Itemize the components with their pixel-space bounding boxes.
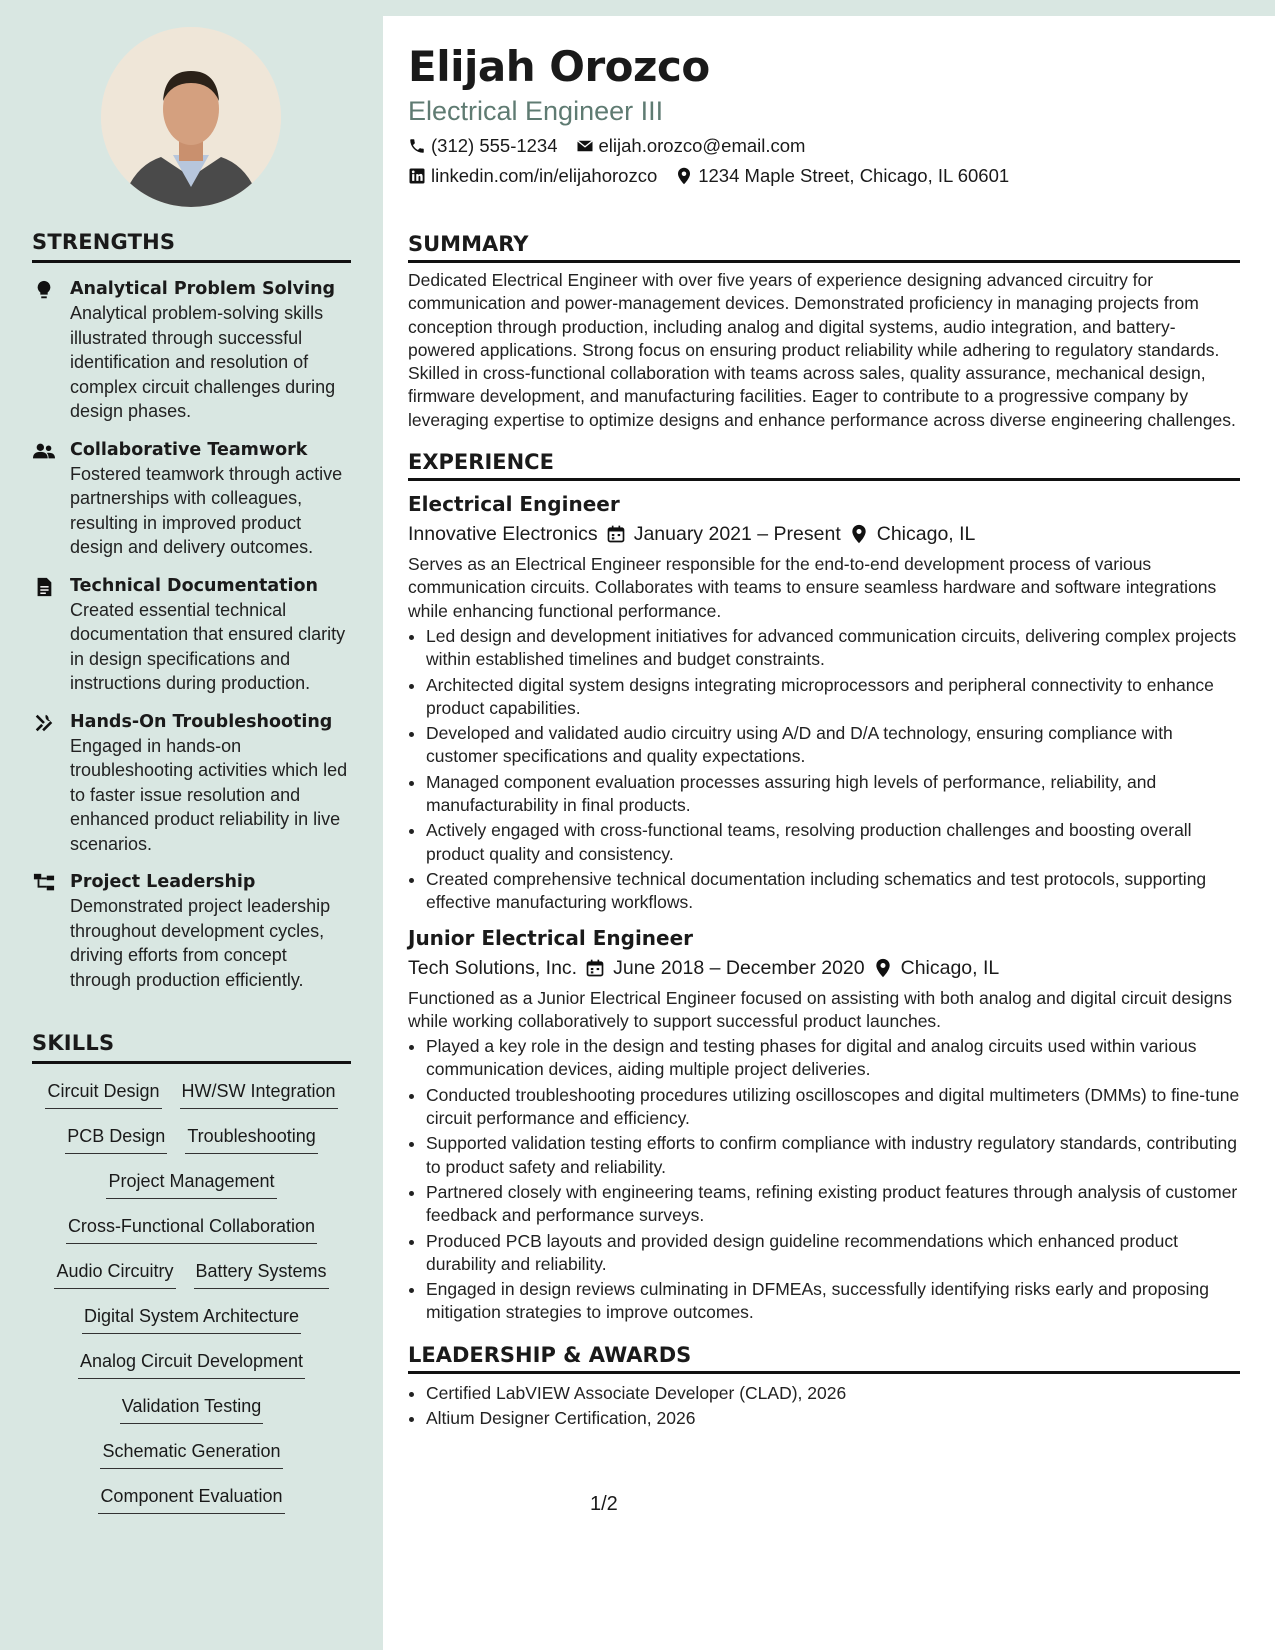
summary-text: Dedicated Electrical Engineer with over five years of experience designing advanced circuitry for communication and power-management devices. Demonstrated proficiency in managing projects from conception through production, including analog and digital systems, audio integration, and battery-powered applications. Strong focus on ensuring product reliability while adhering to regulatory standards. Skilled in cross-functional collaboration with teams across sales, quality assurance, mechanical design, firmware development, and manufacturing facilities. Eager to contribute to a progressive company by leveraging expertise to optimize designs and enhance performance across diverse engineering challenges. <box>408 270 1236 430</box>
email-contact[interactable] <box>576 134 806 158</box>
skill-tag: Schematic Generation <box>100 1436 282 1469</box>
strength-item <box>32 574 351 696</box>
phone-text: (312) 555-1234 <box>431 135 558 156</box>
map-pin-icon <box>675 167 693 185</box>
job-bullet: • Produced PCB layouts and provided design guideline recommendations which enhanced product durability and reliability. <box>426 1230 1240 1277</box>
summary-section <box>408 232 1240 432</box>
job-dates: January 2021 – Present <box>633 523 841 546</box>
skill-tag: PCB Design <box>65 1121 167 1154</box>
award-item: • Certified LabVIEW Associate Developer (CLAD), 2026 <box>426 1382 1240 1405</box>
strength-item <box>32 710 351 857</box>
job-company: Innovative Electronics <box>408 523 598 546</box>
job-bullets <box>408 625 1240 915</box>
job-bullet: • Engaged in design reviews culminating in DFMEAs, successfully identifying risks early and proposing mitigation strategies to improve outcomes. <box>426 1278 1240 1325</box>
skill-tag: Circuit Design <box>45 1076 161 1109</box>
skill-tag: Component Evaluation <box>98 1481 284 1514</box>
phone-icon <box>408 137 426 155</box>
job-meta <box>408 521 1240 547</box>
map-pin-icon <box>873 958 893 978</box>
skill-tag: Digital System Architecture <box>82 1301 301 1334</box>
calendar-icon <box>585 958 605 978</box>
skills-heading: SKILLS <box>32 1031 351 1064</box>
email-text[interactable]: elijah.orozco@email.com <box>598 135 806 156</box>
job-description: Serves as an Electrical Engineer responsible for the end-to-end development process of various communication circuits. Collaborates with teams to ensure seamless hardware and software integrations while enhancing functional performance. <box>408 554 1217 621</box>
linkedin-icon <box>408 167 426 185</box>
strength-desc: Engaged in hands-on troubleshooting activities which led to faster issue resolution and enhanced product reliability in live scenarios. <box>70 735 348 854</box>
lightbulb-icon <box>32 279 56 301</box>
job-bullet: • Partnered closely with engineering teams, refining existing product features through analysis of customer feedback and performance surveys. <box>426 1181 1240 1228</box>
page-number: 1/2 <box>590 1493 618 1515</box>
address-text: 1234 Maple Street, Chicago, IL 60601 <box>698 165 1010 186</box>
phone-contact <box>408 134 558 158</box>
candidate-title: Electrical Engineer III <box>408 96 664 126</box>
skills-section <box>32 1031 351 1526</box>
candidate-name: Elijah Orozco <box>408 42 710 91</box>
contact-row <box>408 164 1240 188</box>
strength-item <box>32 438 351 560</box>
strength-title: Collaborative Teamwork <box>70 439 308 460</box>
job-meta <box>408 955 1240 981</box>
strengths-section <box>32 230 351 992</box>
job-entry <box>408 491 1240 914</box>
skill-tag: Battery Systems <box>194 1256 329 1289</box>
address-contact <box>675 164 1009 188</box>
strength-title: Technical Documentation <box>70 575 319 596</box>
job-description: Functioned as a Junior Electrical Engineer focused on assisting with both analog and digital circuit designs while working collaboratively to support successful product launches. <box>408 987 1232 1031</box>
awards-heading: LEADERSHIP & AWARDS <box>408 1343 1240 1374</box>
document-icon <box>32 576 56 598</box>
summary-heading: SUMMARY <box>408 232 1240 263</box>
users-icon <box>32 440 56 462</box>
profile-photo <box>101 27 281 207</box>
strength-title: Analytical Problem Solving <box>70 279 336 299</box>
calendar-icon <box>606 524 626 544</box>
experience-heading: EXPERIENCE <box>408 450 1240 481</box>
job-bullet: • Actively engaged with cross-functional teams, resolving production challenges and boosting overall product quality and consistency. <box>426 819 1240 866</box>
job-title: Junior Electrical Engineer <box>408 925 694 950</box>
awards-list <box>408 1382 1240 1431</box>
job-bullet: • Managed component evaluation processes assuring high levels of performance, reliability, and manufacturability in final products. <box>426 771 1240 818</box>
job-bullet: • Played a key role in the design and testing phases for digital and analog circuits used within various communication devices, aiding multiple project deliveries. <box>426 1035 1240 1082</box>
strength-title: Project Leadership <box>70 872 256 892</box>
job-location: Chicago, IL <box>876 523 976 546</box>
strength-desc: Fostered teamwork through active partnerships with colleagues, resulting in improved product design and delivery outcomes. <box>70 463 343 557</box>
award-item: • Altium Designer Certification, 2026 <box>426 1407 1240 1430</box>
job-bullet: • Conducted troubleshooting procedures utilizing oscilloscopes and digital multimeters (DMMs) to fine-tune circuit performance and efficiency. <box>426 1084 1240 1131</box>
skill-tag: Troubleshooting <box>185 1121 317 1154</box>
job-bullet: • Developed and validated audio circuitry using A/D and D/A technology, ensuring compliance with customer specifications and quality expectations. <box>426 722 1240 769</box>
strength-desc: Created essential technical documentation that ensured clarity in design specifications and instructions during production. <box>70 599 346 693</box>
skill-tag: Validation Testing <box>120 1391 263 1424</box>
skill-tag: Project Management <box>106 1166 276 1199</box>
linkedin-contact[interactable] <box>408 164 657 188</box>
main-content <box>383 16 1275 1650</box>
strength-item <box>32 277 351 424</box>
strengths-heading: STRENGTHS <box>32 230 351 263</box>
sitemap-icon <box>32 872 56 894</box>
skill-tag: Cross-Functional Collaboration <box>66 1211 317 1244</box>
strength-title: Hands-On Troubleshooting <box>70 711 333 732</box>
skill-tag: HW/SW Integration <box>180 1076 338 1109</box>
job-entry <box>408 925 1240 1325</box>
skills-list <box>32 1076 351 1526</box>
awards-section <box>408 1343 1240 1431</box>
strength-desc: Analytical problem-solving skills illustrated through successful identification and resolution of complex circuit challenges during design phases. <box>70 303 336 421</box>
job-bullet: • Architected digital system designs integrating microprocessors and peripheral connectivity to enhance product capabilities. <box>426 674 1240 721</box>
strength-desc: Demonstrated project leadership throughout development cycles, driving efforts from concept through production efficiently. <box>70 896 331 990</box>
job-bullets <box>408 1035 1240 1325</box>
job-bullet: • Led design and development initiatives for advanced communication circuits, delivering complex projects within established timelines and budget constraints. <box>426 625 1240 672</box>
skill-tag: Analog Circuit Development <box>78 1346 305 1379</box>
skill-tag: Audio Circuitry <box>54 1256 175 1289</box>
linkedin-text[interactable]: linkedin.com/in/elijahorozco <box>431 165 658 186</box>
job-location: Chicago, IL <box>900 956 1000 979</box>
sidebar <box>0 0 383 1650</box>
job-company: Tech Solutions, Inc. <box>408 956 578 979</box>
job-bullet: • Created comprehensive technical documentation including schematics and test protocols, supporting effective manufacturing workflows. <box>426 868 1240 915</box>
job-dates: June 2018 – December 2020 <box>613 956 865 979</box>
envelope-icon <box>576 137 594 155</box>
map-pin-icon <box>849 524 869 544</box>
job-title: Electrical Engineer <box>408 492 620 517</box>
job-bullet: • Supported validation testing efforts to confirm compliance with industry regulatory standards, contributing to product safety and reliability. <box>426 1132 1240 1179</box>
experience-section <box>408 450 1240 1325</box>
contact-row <box>408 134 1240 158</box>
tools-icon <box>32 712 56 734</box>
strength-item <box>32 870 351 992</box>
